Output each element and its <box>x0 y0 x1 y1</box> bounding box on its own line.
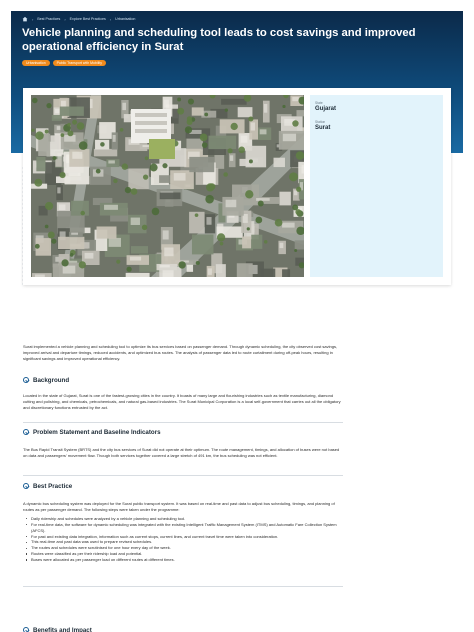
breadcrumb-separator: › <box>64 16 66 22</box>
section-header[interactable] <box>23 481 343 491</box>
location-info-panel <box>310 95 443 277</box>
chevron-down-icon[interactable] <box>23 429 29 435</box>
section-title: Background <box>33 376 70 384</box>
section-header[interactable] <box>23 625 343 632</box>
state-value: Gujarat <box>315 106 337 112</box>
section-problem-statement <box>23 427 343 459</box>
list-item: The routes and schedules were scrutinised for one hour every day of the week. <box>23 545 343 551</box>
breadcrumb-item-current[interactable]: Urbanisation <box>115 17 136 21</box>
breadcrumb <box>22 16 135 22</box>
page-title: Vehicle planning and scheduling tool leads to cost savings and improved operational efficiency in Surat <box>22 27 416 53</box>
section-best-practice <box>23 481 343 563</box>
divider <box>23 586 343 587</box>
breadcrumb-separator: › <box>32 16 34 22</box>
city-aerial-photo <box>31 95 304 277</box>
section-header[interactable] <box>23 375 343 385</box>
section-background <box>23 375 343 411</box>
tag-urbanisation[interactable]: Urbanisation <box>22 60 50 66</box>
section-header[interactable] <box>23 427 343 437</box>
list-item: Buses were allocated as per passenger load on different routes at different times. <box>23 557 343 563</box>
list-item: For past and existing data integration, information such as current stops, current lines, and current travel time were taken into consideration. <box>23 534 343 540</box>
list-item: For real-time data, the software for dynamic scheduling was integrated with the existing Intelligent Traffic Management System (ITMS) and Automatic Fare Collection System (AFCS). <box>23 522 343 534</box>
section-body: The Bus Rapid Transit System (BRTS) and the city bus services of Surat did not operate at their optimum. The route management, timings, and allocation of buses were not based on data and passengers' movement flow. Though both services together covered a large stretch of 491 km, the bus scheduling was not efficient. <box>23 447 340 458</box>
chevron-down-icon[interactable] <box>23 377 29 383</box>
chevron-down-icon[interactable] <box>23 483 29 489</box>
best-practice-list <box>23 516 343 563</box>
breadcrumb-separator: › <box>109 16 112 22</box>
breadcrumb-item-best-practices[interactable]: Best Practices <box>37 17 61 21</box>
section-benefits <box>23 625 343 632</box>
section-body: A dynamic bus scheduling system was deployed for the Surat public transport system. It was based on real-time and past data to adjust bus scheduling, timings, and planning of routes as per passenger demand. The following steps were taken under the programme: <box>23 501 335 512</box>
section-title: Benefits and Impact <box>33 626 92 632</box>
state-label: State <box>315 101 323 105</box>
divider <box>23 422 343 423</box>
tag-public-transport[interactable]: Public Transport with Mobility <box>53 60 106 66</box>
breadcrumb-item-explore[interactable]: Explore Best Practices <box>69 17 106 21</box>
home-icon[interactable] <box>22 16 28 22</box>
station-value: Surat <box>315 125 331 131</box>
chevron-down-icon[interactable] <box>23 627 29 632</box>
section-body: Located in the state of Gujarat, Surat is one of the fastest-growing cities in the country. It boasts of many large and flourishing industries such as textile manufacturing, diamond cutting and polishing, and chemicals, petrochemicals, and natural gas-based industries. The Surat Municipal Corporation is a local self-government that carries out all the obligatory and discretionary functions entrusted by the act. <box>23 393 341 410</box>
station-label: Station <box>315 120 326 124</box>
divider <box>23 475 343 476</box>
tag-list <box>22 60 106 66</box>
list-item: Routes were classified as per their ridership load and potential. <box>23 551 343 557</box>
list-item: This real-time and past data was used to prepare revised schedules. <box>23 539 343 545</box>
section-title: Problem Statement and Baseline Indicators <box>33 428 161 436</box>
intro-paragraph: Surat implemented a vehicle planning and scheduling tool to optimize its bus services based on passenger demand. Through dynamic scheduling, the city observed cost savings, improved arrival and departure timings, reduced accidents, and optimized bus routes. The analysis of passenger data led to route curtailment during off-peak hours, resulting in significant savings and improved operational efficiency. <box>23 344 338 361</box>
section-title: Best Practice <box>33 482 73 490</box>
list-item: Daily ridership and schedules were analyzed by a vehicle planning and scheduling tool. <box>23 516 343 522</box>
